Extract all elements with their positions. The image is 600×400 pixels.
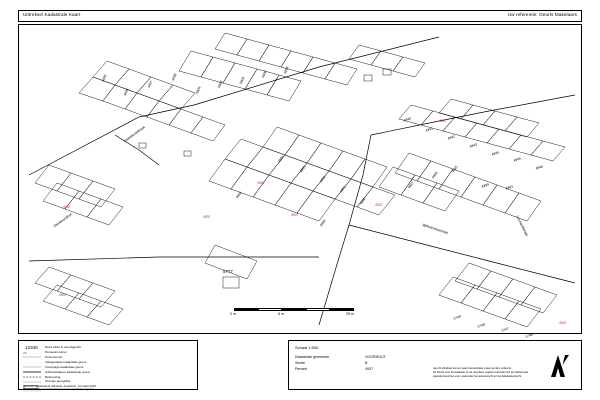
parcel-number: 5002 xyxy=(217,80,224,89)
scalebar-segment xyxy=(234,308,258,311)
info-disclaimer: eigendomsrechten voor, waaronder het auteursrecht en het databankenrecht. xyxy=(433,375,522,378)
scale-label: Schaal 1:500 xyxy=(295,345,319,350)
parcel-number: 5000 xyxy=(261,70,268,79)
info-disclaimer: De Dienst voor het kadaster en de openbare registers behoudt zich de intellectuele xyxy=(433,371,529,374)
highlight-parcel-number: 4937 xyxy=(375,203,383,207)
info-disclaimer: Aan dit uittreksel kunnen geen betrouwbare maten worden ontleend. xyxy=(433,367,512,370)
parcel-number: 4940 xyxy=(403,116,412,123)
info-key-gemeente: Kadastrale gemeente xyxy=(295,355,330,359)
map-frame[interactable] xyxy=(18,24,582,339)
parcel-number: 4983 xyxy=(505,184,514,191)
parcel-number: 4941 xyxy=(425,126,434,133)
parcel-number: 5003 xyxy=(195,86,202,95)
street-label-leonardstraat: Leonardstraat xyxy=(515,215,529,237)
parcel-number: 4943 xyxy=(469,142,478,149)
parcel-number: 4993 xyxy=(299,164,307,174)
highlight-parcel-number: 4937 xyxy=(203,215,211,219)
street-label-sweelinckstraat: Sweelinckstraat xyxy=(123,125,146,144)
highlight-parcel-number: 4937 xyxy=(439,119,447,123)
scalebar-label-5: 5 m xyxy=(278,312,284,316)
legend-row: Overige topografie xyxy=(45,379,71,383)
parcel-number: 4991 xyxy=(339,184,347,194)
parcel-number-5777: 5777 xyxy=(223,269,233,274)
parcel-number: 4944 xyxy=(491,150,500,157)
scalebar-label-0: 0 m xyxy=(230,312,236,316)
legend-row: Bebouwing xyxy=(45,375,61,379)
map-canvas[interactable] xyxy=(19,25,583,339)
parcel-number: 4996 xyxy=(123,88,130,97)
legend-row: Huisnummer xyxy=(45,355,63,359)
highlight-parcel-number: 4937 xyxy=(257,181,265,185)
street-label-deelmondhof: Deelmondhof xyxy=(53,212,73,229)
parcel-number: 4986 xyxy=(431,170,439,180)
highlight-parcel-number: 4937 xyxy=(559,321,567,325)
legend-row: Voorlopige kadastrale grens xyxy=(45,365,84,369)
parcel-number: 5748 xyxy=(477,322,486,329)
info-value-gemeente: VOORHOUT xyxy=(365,355,386,359)
kadaster-logo-icon xyxy=(545,353,571,379)
info-key-perceel: Perceel xyxy=(295,367,308,371)
parcel-number: 4998 xyxy=(171,73,178,82)
legend-symbol-parcel-number: 25 xyxy=(23,351,27,355)
highlight-parcel-number: 4937 xyxy=(59,293,67,297)
document-title: Uittreksel Kadastrale Kaart xyxy=(23,12,81,17)
parcel-number: 4999 xyxy=(283,66,290,75)
info-key-sectie: Sectie xyxy=(295,361,305,365)
highlight-parcel-number: 4937 xyxy=(291,213,299,217)
highlight-parcel-number: 4937 xyxy=(63,205,71,209)
info-value-perceel: 4937 xyxy=(365,367,373,371)
legend-row: Perceelnummer xyxy=(45,350,67,354)
scalebar-segment xyxy=(306,308,330,311)
legend-row: Vastgestelde kadastrale grens xyxy=(45,360,87,364)
legend-row: Deze kaart is noordgericht xyxy=(45,345,82,349)
parcel-number: 4945 xyxy=(513,156,522,163)
legend-footnote: De bronvan de van het kadaster en de openbare registers xyxy=(23,387,95,391)
reference-label: Uw referentie: Geurts Makelaars xyxy=(507,12,577,17)
scalebar-segment xyxy=(258,308,282,311)
parcel-number: 4984 xyxy=(481,182,490,189)
parcel-number: 4942 xyxy=(447,134,456,141)
parcel-number: 5001 xyxy=(239,76,246,85)
parcel-number: 4946 xyxy=(535,164,544,171)
parcel-number: 4988 xyxy=(235,190,243,200)
scalebar-label-25: 25 m xyxy=(346,312,354,316)
info-panel xyxy=(288,340,582,390)
parcel-number: 5747 xyxy=(501,326,510,333)
parcel-number: 4990 xyxy=(359,196,367,206)
parcel-number: 4995 xyxy=(101,74,108,83)
parcel-number: 4992 xyxy=(319,174,327,184)
map-scalebar xyxy=(230,304,354,318)
parcel-number: 4989 xyxy=(319,218,327,228)
legend-code: 12345 xyxy=(25,345,38,350)
parcel-number: 4985 xyxy=(451,164,459,174)
cadastral-vector-map xyxy=(19,25,583,335)
street-label-wilhelminastraat: Wilhelminastraat xyxy=(421,223,449,236)
info-value-sectie: B xyxy=(365,361,368,365)
legend-row: Administratieve kadastrale grens xyxy=(45,370,90,374)
scalebar-segment xyxy=(330,308,354,311)
parcel-number: 4997 xyxy=(147,80,154,89)
scalebar-segment xyxy=(282,308,306,311)
parcel-number: 4994 xyxy=(277,154,285,164)
legend-panel xyxy=(18,340,198,390)
document-header xyxy=(18,10,582,22)
parcel-number: 4987 xyxy=(407,180,415,190)
parcel-number: 5746 xyxy=(525,332,534,339)
legend-footnote: Voor een eensluidend uittreksel, Apeldoorn, 14 maart 2018 xyxy=(23,384,96,388)
parcel-number: 5749 xyxy=(453,314,462,321)
